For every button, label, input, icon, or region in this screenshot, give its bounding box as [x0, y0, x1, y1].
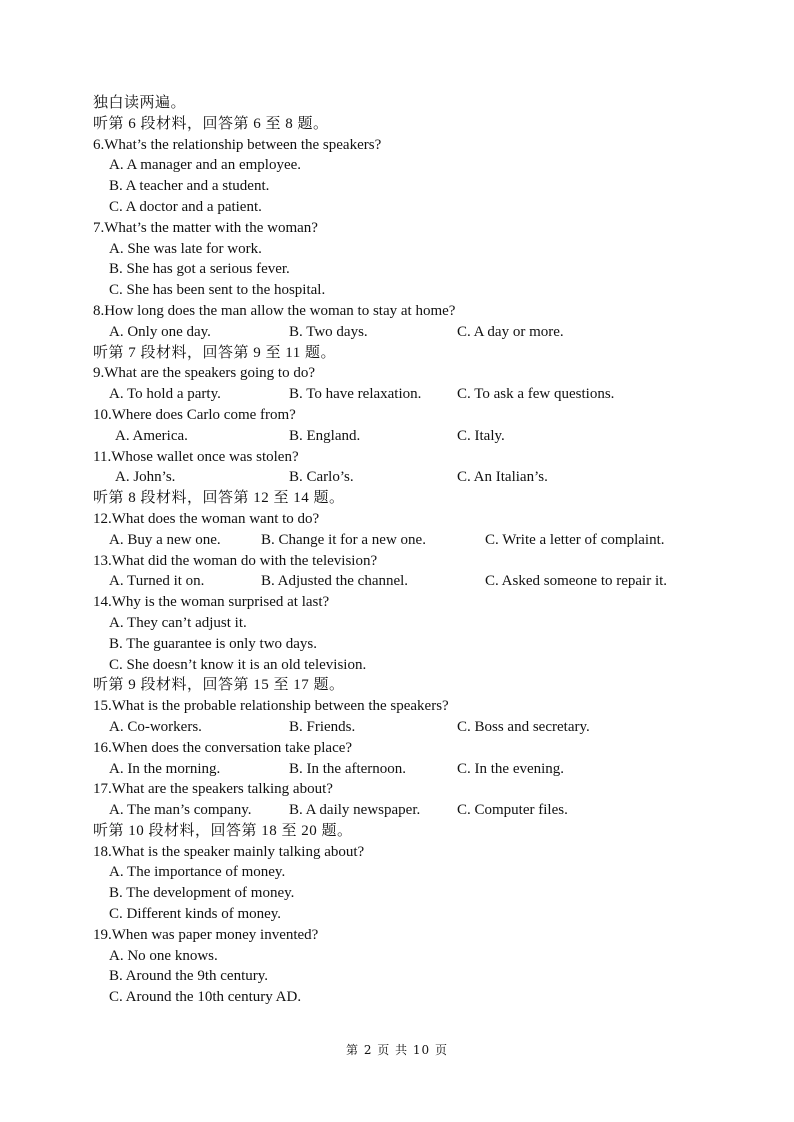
exam-page: [93, 93, 733, 1008]
section-heading-6: 听第 6 段材料，回答第 6 至 8 题。: [93, 115, 329, 132]
q6-option-b: B. A teacher and a student.: [109, 178, 270, 195]
q18-option-a: A. The importance of money.: [109, 864, 286, 881]
q16-option-b: B. In the afternoon.: [289, 760, 407, 777]
q12-option-c: C. Write a letter of complaint.: [485, 531, 665, 548]
q12-option-b: B. Change it for a new one.: [261, 531, 426, 548]
question-14: 14.Why is the woman surprised at last?: [93, 594, 330, 611]
q19-option-c: C. Around the 10th century AD.: [109, 989, 302, 1006]
question-6: 6.What’s the relationship between the speakers?: [93, 136, 382, 153]
q12-option-a: A. Buy a new one.: [109, 531, 221, 548]
question-19: 19.When was paper money invented?: [93, 926, 319, 943]
q10-option-c: C. Italy.: [457, 427, 505, 444]
q14-option-b: B. The guarantee is only two days.: [109, 635, 318, 652]
q15-options: [93, 717, 733, 738]
question-9: 9.What are the speakers going to do?: [93, 365, 316, 382]
q9-options: [93, 384, 733, 405]
q9-option-b: B. To have relaxation.: [289, 386, 422, 403]
q15-option-b: B. Friends.: [289, 718, 356, 735]
question-8: 8.How long does the man allow the woman to stay at home?: [93, 302, 456, 319]
q7-option-b: B. She has got a serious fever.: [109, 261, 290, 278]
question-13: 13.What did the woman do with the television?: [93, 552, 378, 569]
question-15: 15.What is the probable relationship between the speakers?: [93, 698, 449, 715]
q11-option-b: B. Carlo’s.: [289, 469, 354, 486]
question-12: 12.What does the woman want to do?: [93, 510, 320, 527]
q10-option-b: B. England.: [289, 427, 361, 444]
question-17: 17.What are the speakers talking about?: [93, 781, 333, 798]
q14-option-c: C. She doesn’t know it is an old television.: [109, 656, 367, 673]
q17-options: [93, 800, 733, 821]
q19-option-a: A. No one knows.: [109, 947, 218, 964]
q18-option-c: C. Different kinds of money.: [109, 906, 282, 923]
q8-options: [93, 322, 733, 343]
q13-option-a: A. Turned it on.: [109, 573, 205, 590]
section-heading-8: 听第 8 段材料，回答第 12 至 14 题。: [93, 490, 345, 507]
question-7: 7.What’s the matter with the woman?: [93, 219, 318, 236]
q10-option-a: A. America.: [115, 427, 188, 444]
q9-option-c: C. To ask a few questions.: [457, 386, 615, 403]
q17-option-a: A. The man’s company.: [109, 802, 252, 819]
q11-options: [93, 467, 733, 488]
question-10: 10.Where does Carlo come from?: [93, 406, 296, 423]
section-heading-9: 听第 9 段材料，回答第 15 至 17 题。: [93, 677, 345, 694]
q12-options: [93, 530, 733, 551]
q17-option-b: B. A daily newspaper.: [289, 802, 421, 819]
instruction-line: 独白读两遍。: [93, 95, 187, 111]
q13-option-b: B. Adjusted the channel.: [261, 573, 409, 590]
q6-option-c: C. A doctor and a patient.: [109, 198, 262, 215]
q10-options: [93, 426, 733, 447]
question-18: 18.What is the speaker mainly talking about?: [93, 843, 365, 860]
q16-option-c: C. In the evening.: [457, 760, 565, 777]
page-footer: 第 2 页 共 10 页: [346, 1043, 448, 1057]
q7-option-a: A. She was late for work.: [109, 240, 262, 257]
q6-option-a: A. A manager and an employee.: [109, 157, 302, 174]
q16-option-a: A. In the morning.: [109, 760, 221, 777]
q15-option-c: C. Boss and secretary.: [457, 718, 590, 735]
q13-options: [93, 571, 733, 592]
q7-option-c: C. She has been sent to the hospital.: [109, 282, 326, 299]
q19-option-b: B. Around the 9th century.: [109, 968, 269, 985]
section-heading-10: 听第 10 段材料，回答第 18 至 20 题。: [93, 822, 353, 839]
question-16: 16.When does the conversation take place?: [93, 739, 353, 756]
q11-option-c: C. An Italian’s.: [457, 469, 548, 486]
q14-option-a: A. They can’t adjust it.: [109, 614, 247, 631]
question-11: 11.Whose wallet once was stolen?: [93, 448, 299, 465]
q15-option-a: A. Co-workers.: [109, 718, 202, 735]
section-heading-7: 听第 7 段材料，回答第 9 至 11 题。: [93, 344, 336, 361]
q8-option-a: A. Only one day.: [109, 323, 211, 340]
q11-option-a: A. John’s.: [115, 469, 176, 486]
q16-options: [93, 759, 733, 780]
q9-option-a: A. To hold a party.: [109, 386, 221, 403]
q17-option-c: C. Computer files.: [457, 802, 568, 819]
q8-option-b: B. Two days.: [289, 323, 368, 340]
q13-option-c: C. Asked someone to repair it.: [485, 573, 668, 590]
q8-option-c: C. A day or more.: [457, 323, 564, 340]
q18-option-b: B. The development of money.: [109, 885, 295, 902]
